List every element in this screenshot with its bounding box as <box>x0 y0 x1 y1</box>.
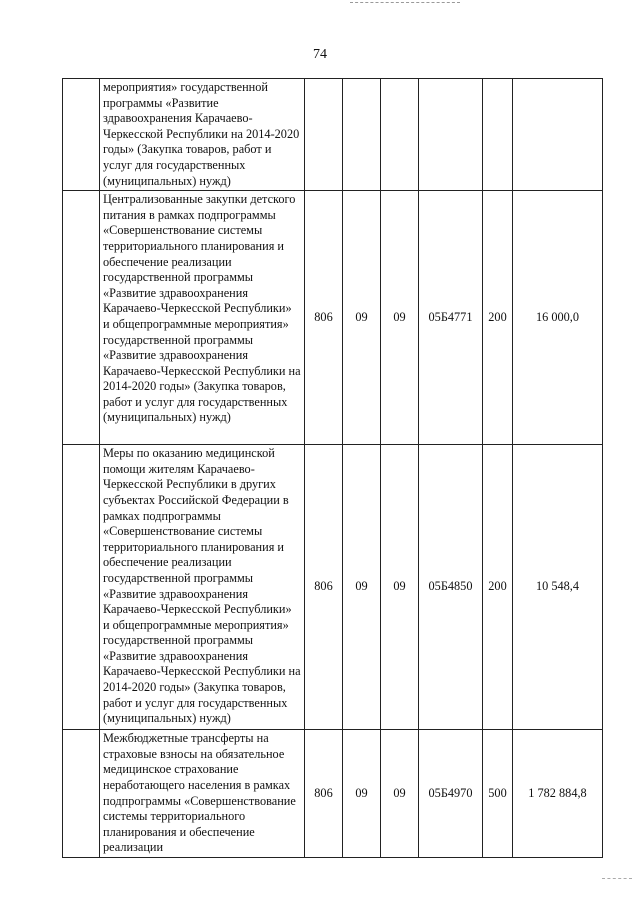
ministry-cell <box>305 79 343 191</box>
row-number-cell <box>63 445 100 730</box>
section-cell: 09 <box>343 445 381 730</box>
table-row <box>63 191 603 445</box>
amount-cell: 16 000,0 <box>513 191 603 445</box>
scan-artifact <box>350 2 460 3</box>
target-cell: 05Б4771 <box>419 191 483 445</box>
ministry-cell: 806 <box>305 730 343 858</box>
subsection-cell: 09 <box>381 445 419 730</box>
row-number-cell <box>63 191 100 445</box>
target-cell <box>419 79 483 191</box>
subsection-cell: 09 <box>381 730 419 858</box>
budget-table <box>62 78 603 858</box>
description-cell: Меры по оказанию медицинской помощи жителям Карачаево-Черкесской Республики в других субъектах Российской Федерации в рамках подпрограммы «Совершенствование системы территориального планирования и обеспечение реализации государственной программы «Развитие здравоохранения Карачаево-Черкесской Республики» и общепрограммные мероприятия» государственной программы «Развитие здравоохранения Карачаево-Черкесской Республики на 2014-2020 годы» (Закупка товаров, работ и услуг для государственных (муниципальных) нужд) <box>100 445 305 730</box>
table-row <box>63 79 603 191</box>
subsection-cell <box>381 79 419 191</box>
section-cell <box>343 79 381 191</box>
subsection-cell: 09 <box>381 191 419 445</box>
description-cell: мероприятия» государственной программы «Развитие здравоохранения Карачаево-Черкесской Республики на 2014-2020 годы» (Закупка товаров, работ и услуг для государственных (муниципальных) нужд) <box>100 79 305 191</box>
expense-type-cell: 200 <box>483 191 513 445</box>
table-row <box>63 445 603 730</box>
target-cell: 05Б4850 <box>419 445 483 730</box>
table-row <box>63 730 603 858</box>
ministry-cell: 806 <box>305 191 343 445</box>
section-cell: 09 <box>343 191 381 445</box>
ministry-cell: 806 <box>305 445 343 730</box>
row-number-cell <box>63 79 100 191</box>
expense-type-cell: 500 <box>483 730 513 858</box>
amount-cell: 1 782 884,8 <box>513 730 603 858</box>
scan-artifact <box>602 878 632 879</box>
amount-cell <box>513 79 603 191</box>
amount-cell: 10 548,4 <box>513 445 603 730</box>
row-number-cell <box>63 730 100 858</box>
expense-type-cell: 200 <box>483 445 513 730</box>
expense-type-cell <box>483 79 513 191</box>
description-cell: Централизованные закупки детского питания в рамках подпрограммы «Совершенствование системы территориального планирования и обеспечение реализации государственной программы «Развитие здравоохранения Карачаево-Черкесской Республики» и общепрограммные мероприятия» государственной программы «Развитие здравоохранения Карачаево-Черкесской Республики на 2014-2020 годы» (Закупка товаров, работ и услуг для государственных (муниципальных) нужд) <box>100 191 305 445</box>
page-number: 74 <box>313 47 327 62</box>
description-cell: Межбюджетные трансферты на страховые взносы на обязательное медицинское страхование неработающего населения в рамках подпрограммы «Совершенствование системы территориального планирования и обеспечение реализации <box>100 730 305 858</box>
target-cell: 05Б4970 <box>419 730 483 858</box>
section-cell: 09 <box>343 730 381 858</box>
